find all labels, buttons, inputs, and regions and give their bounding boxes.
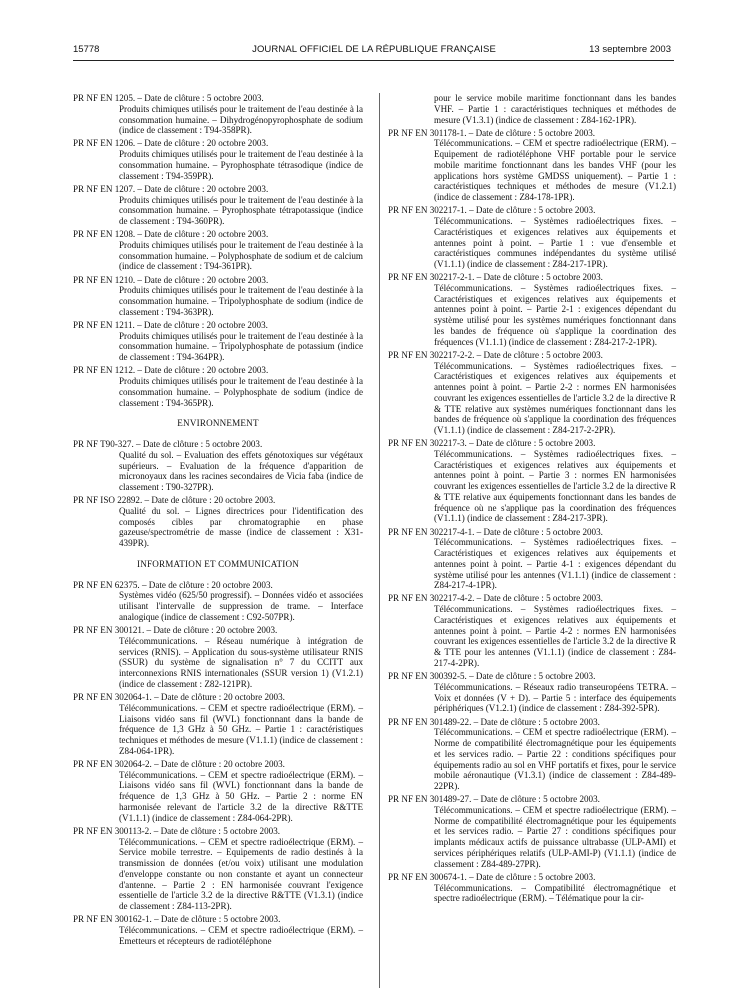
entry-heading: PR NF EN 301489-27. – Date de clôture : 5 octobre 2003. — [388, 794, 600, 805]
entry-description: Télécommunications. – CEM et spectre radioélectrique (ERM). – Liaisons vidéo sans fil (WVL) fonctionnant dans la bande de fréquence de 1,3 GHz à 50 GHz. – Partie 2 : norme EN harmonisée relevant de l'article 3.2 de la directive R&TTE (V1.1.1) (indice de classement : Z84-064-2PR). — [119, 769, 363, 823]
section-heading-information: INFORMATION ET COMMUNICATION — [136, 558, 300, 569]
entry-description: Télécommunications. – CEM et spectre radioélectrique (ERM). – Emetteurs et récepteurs de radiotéléphone — [119, 924, 363, 946]
entry-description: Télécommunications. – Systèmes radioélectriques fixes. – Caractéristiques et exigences relatives aux équipements et antennes point à point. – Partie 2-2 : normes EN harmonisées couvrant les exigences essentielles de l'article 3.2 de la directive R & TTE relative aux systèmes numériques fonctionnant dans les bandes de fréquence où s'applique la coordination des fréquences (V1.1.1) (indice de classement : Z84-217-2-2PR). — [434, 360, 676, 436]
standard-entry — [388, 717, 676, 792]
standard-entry — [73, 229, 363, 272]
standard-entry — [388, 872, 676, 904]
entry-description: pour le service mobile maritime fonctionnant dans les bandes VHF. – Partie 1 : caractéristiques techniques et méthodes de mesure (V1.3.1) (indice de classement : Z84-162-1PR). — [434, 93, 676, 125]
entry-description: Télécommunications. – CEM et spectre radioélectrique (ERM). – Liaisons vidéo sans fil (WVL) fonctionnant dans la bande de fréquence de 1,3 GHz à 50 GHz. – Partie 1 : caractéristiques techniques et méthodes de mesure (V1.1.1) (indice de classement : Z84-064-1PR). — [119, 702, 363, 756]
standard-entry — [73, 625, 363, 690]
entry-heading: PR NF EN 300121. – Date de clôture : 20 octobre 2003. — [73, 625, 278, 636]
journal-title: JOURNAL OFFICIEL DE LA RÉPUBLIQUE FRANÇAISE — [252, 44, 496, 55]
page-number: 15778 — [73, 44, 100, 55]
right-column — [388, 93, 676, 906]
entry-heading: PR NF EN 302217-2-1. – Date de clôture : 5 octobre 2003. — [388, 272, 603, 283]
standard-entry — [73, 93, 363, 136]
standard-entry — [388, 527, 676, 592]
entry-description: Produits chimiques utilisés pour le traitement de l'eau destinée à la consommation humaine. – Dihydrogénopyrophosphate de sodium (indice de classement : T94-358PR). — [119, 103, 363, 136]
standard-entry — [388, 671, 676, 714]
standard-entry — [73, 580, 363, 623]
standard-entry — [73, 759, 363, 824]
publication-date: 13 septembre 2003 — [589, 44, 671, 55]
entry-description: Qualité du sol. – Lignes directrices pour l'identification des composés cibles par chromatographie en phase gazeuse/spectrométrie de masse (indice de classement : X31-439PR). — [119, 505, 363, 549]
continued-entry — [388, 93, 676, 125]
header-rule — [73, 60, 674, 61]
entry-description: Produits chimiques utilisés pour le traitement de l'eau destinée à la consommation humaine. – Pyrophosphate tétrapotassique (indice de classement : T94-360PR). — [119, 194, 363, 227]
entry-description: Télécommunications. – Systèmes radioélectriques fixes. – Caractéristiques et exigences relatives aux équipements et antennes point à point. – Partie 1 : vue d'ensemble et caractéristiques communes indépendantes du système utilisé (V1.1.1) (indice de classement : Z84-217-1PR). — [434, 216, 676, 270]
entry-description: Produits chimiques utilisés pour le traitement de l'eau destinée à la consommation humaine. – Polyphosphate de sodium et de calcium (indice de classement : T94-361PR). — [119, 239, 363, 272]
standard-entry — [73, 439, 363, 493]
entry-heading: PR NF EN 302217-2-2. – Date de clôture : 5 octobre 2003. — [388, 349, 603, 360]
standard-entry — [73, 275, 363, 318]
entry-heading: PR NF EN 62375. – Date de clôture : 20 octobre 2003. — [73, 579, 273, 590]
entry-description: Télécommunications. – Réseau numérique à intégration de services (RNIS). – Application du sous-système utilisateur RNIS (SSUR) du système de signalisation n° 7 du CCITT aux interconnexions RNIS internationales (SSUR version 1) (V1.2.1) (indice de classement : Z82-121PR). — [119, 635, 363, 689]
left-column — [73, 93, 363, 949]
entry-heading: PR NF EN 1205. – Date de clôture : 5 octobre 2003. — [73, 93, 264, 103]
entry-heading: PR NF EN 1206. – Date de clôture : 20 octobre 2003. — [73, 138, 269, 149]
standard-entry — [73, 184, 363, 227]
entry-heading: PR NF EN 1211. – Date de clôture : 20 octobre 2003. — [73, 319, 268, 330]
standard-entry — [73, 320, 363, 363]
standard-entry — [388, 794, 676, 869]
standard-entry — [73, 914, 363, 946]
column-divider — [379, 93, 380, 988]
entry-description: Systèmes vidéo (625/50 progressif). – Données vidéo et associées utilisant l'intervalle de suppression de trame. – Interface analogique (indice de classement : C92-507PR). — [119, 590, 363, 622]
entry-heading: PR NF EN 300392-5. – Date de clôture : 5 octobre 2003. — [388, 671, 596, 682]
entry-description: Produits chimiques utilisés pour le traitement de l'eau destinée à la consommation humaine. – Pyrophosphate tétrasodique (indice de classement : T94-359PR). — [119, 149, 363, 181]
entry-description: Télécommunications. – Réseaux radio transeuropéens TETRA. – Voix et données (V + D). – Partie 5 : interface des équipements périphériques (V1.2.1) (indice de classement : Z84-392-5PR). — [434, 681, 676, 714]
entry-heading: PR NF EN 302064-2. – Date de clôture : 20 octobre 2003. — [73, 758, 285, 769]
entry-heading: PR NF EN 1207. – Date de clôture : 20 octobre 2003. — [73, 183, 269, 194]
entry-heading: PR NF EN 300113-2. – Date de clôture : 5 octobre 2003. — [73, 825, 281, 836]
entry-heading: PR NF EN 301489-22. – Date de clôture : 5 octobre 2003. — [388, 716, 600, 727]
entry-heading: PR NF EN 302217-3. – Date de clôture : 5 octobre 2003. — [388, 438, 596, 449]
entry-heading: PR NF T90-327. – Date de clôture : 5 octobre 2003. — [73, 439, 263, 450]
entry-heading: PR NF EN 302064-1. – Date de clôture : 20 octobre 2003. — [73, 692, 285, 703]
entry-description: Produits chimiques utilisés pour le traitement de l'eau destinée à la consommation humaine. – Tripolyphosphate de potassium (indice de classement : T94-364PR). — [119, 330, 363, 363]
entry-description: Télécommunications. – Systèmes radioélectriques fixes. – Caractéristiques et exigences relatives aux équipements et antennes point à point. – Partie 3 : normes EN harmonisées couvrant les exigences essentielles de l'article 3.2 de la directive R & TTE relative aux équipements fonctionnant dans les bandes de fréquence où ne s'applique pas la coordination des fréquences (V1.1.1) (indice de classement : Z84-217-3PR). — [434, 448, 676, 524]
entry-heading: PR NF EN 302217-4-1. – Date de clôture : 5 octobre 2003. — [388, 526, 603, 537]
standard-entry — [73, 826, 363, 912]
entry-description: Produits chimiques utilisés pour le traitement de l'eau destinée à la consommation humaine. – Polyphosphate de sodium (indice de classement : T94-365PR). — [119, 376, 363, 408]
entry-description: Télécommunications. – Systèmes radioélectriques fixes. – Caractéristiques et exigences relatives aux équipements et antennes point à point. – Partie 4-2 : normes EN harmonisées couvrant les exigences essentielles de l'article 3.2 de la directive R & TTE pour les antennes (V1.1.1) (indice de classement : Z84-217-4-2PR). — [434, 604, 676, 668]
entry-description: Qualité du sol. – Evaluation des effets génotoxiques sur végétaux supérieurs. – Evaluation de la fréquence d'apparition de micronoyaux dans les racines secondaires de Vicia faba (indice de classement : T90-327PR). — [119, 449, 363, 493]
entry-heading: PR NF EN 1208. – Date de clôture : 20 octobre 2003. — [73, 229, 269, 240]
entry-heading: PR NF EN 300674-1. – Date de clôture : 5 octobre 2003. — [388, 871, 596, 882]
standard-entry — [388, 350, 676, 436]
standard-entry — [73, 495, 363, 549]
entry-description: Télécommunications. – Compatibilité électromagnétique et spectre radioélectrique (ERM). – Télématique pour la cir- — [434, 882, 676, 904]
entry-description: Télécommunications. – CEM et spectre radioélectrique (ERM). – Service mobile terrestre. – Equipements de radio destinés à la transmission de données (et/ou voix) utilisant une modulation d'enveloppe constante ou non constante et ayant un connecteur d'antenne. – Partie 2 : EN harmonisée couvrant l'exigence essentielle de l'article 3.2 de la directive R&TTE (V1.3.1) (indice de classement : Z84-113-2PR). — [119, 836, 363, 912]
entry-description: Télécommunications. – Systèmes radioélectriques fixes. – Caractéristiques et exigences relatives aux équipements et antennes point à point. – Partie 4-1 : exigences dépendant du système utilisé pour les antennes (V1.1.1) (indice de classement : Z84-217-4-1PR). — [434, 537, 676, 591]
section-heading-environnement: ENVIRONNEMENT — [177, 418, 259, 429]
standard-entry — [388, 128, 676, 203]
entry-heading: PR NF EN 302217-4-2. – Date de clôture : 5 octobre 2003. — [388, 593, 603, 604]
entry-description: Télécommunications. – Systèmes radioélectriques fixes. – Caractéristiques et exigences relatives aux équipements et antennes point à point. – Partie 2-1 : exigences dépendant du système utilisé pour les systèmes numériques fonctionnant dans les bandes de fréquence où s'applique la coordination des fréquences (V1.1.1) (indice de classement : Z84-217-2-1PR). — [434, 282, 676, 347]
standard-entry — [388, 272, 676, 347]
entry-heading: PR NF EN 302217-1. – Date de clôture : 5 octobre 2003. — [388, 205, 596, 216]
entry-heading: PR NF EN 1210. – Date de clôture : 20 octobre 2003. — [73, 274, 269, 285]
standard-entry — [388, 438, 676, 524]
standard-entry — [73, 692, 363, 757]
standard-entry — [73, 138, 363, 181]
entry-description: Télécommunications. – CEM et spectre radioélectrique (ERM). – Norme de compatibilité électromagnétique pour les équipements et les services radio. – Partie 22 : conditions spécifiques pour équipements radio au sol en VHF portatifs et fixes, pour le service mobile aéronautique (V1.3.1) (indice de classement : Z84-489-22PR). — [434, 727, 676, 792]
standard-entry — [73, 365, 363, 408]
entry-heading: PR NF EN 301178-1. – Date de clôture : 5 octobre 2003. — [388, 127, 596, 138]
entry-description: Télécommunications. – CEM et spectre radioélectrique (ERM). – Equipement de radiotéléphone VHF portable pour le service mobile maritime fonctionnant dans les bandes VHF (pour les applications hors système GMDSS uniquement). – Partie 1 : caractéristiques techniques et méthodes de mesure (V1.2.1) (indice de classement : Z84-178-1PR). — [434, 138, 676, 203]
entry-heading: PR NF EN 300162-1. – Date de clôture : 5 octobre 2003. — [73, 914, 281, 925]
entry-heading: PR NF EN 1212. – Date de clôture : 20 octobre 2003. — [73, 365, 269, 376]
standard-entry — [388, 593, 676, 668]
entry-heading: PR NF ISO 22892. – Date de clôture : 20 octobre 2003. — [73, 495, 276, 506]
entry-description: Télécommunications. – CEM et spectre radioélectrique (ERM). – Norme de compatibilité électromagnétique pour les équipements et les services radio. – Partie 27 : conditions spécifiques pour implants médicaux actifs de puissance ultrabasse (ULP-AMI) et services périphériques relatifs (ULP-AMI-P) (V1.1.1) (indice de classement : Z84-489-27PR). — [434, 804, 676, 869]
page-header — [0, 44, 748, 58]
entry-description: Produits chimiques utilisés pour le traitement de l'eau destinée à la consommation humaine. – Tripolyphosphate de sodium (indice de classement : T94-363PR). — [119, 285, 363, 317]
standard-entry — [388, 205, 676, 270]
